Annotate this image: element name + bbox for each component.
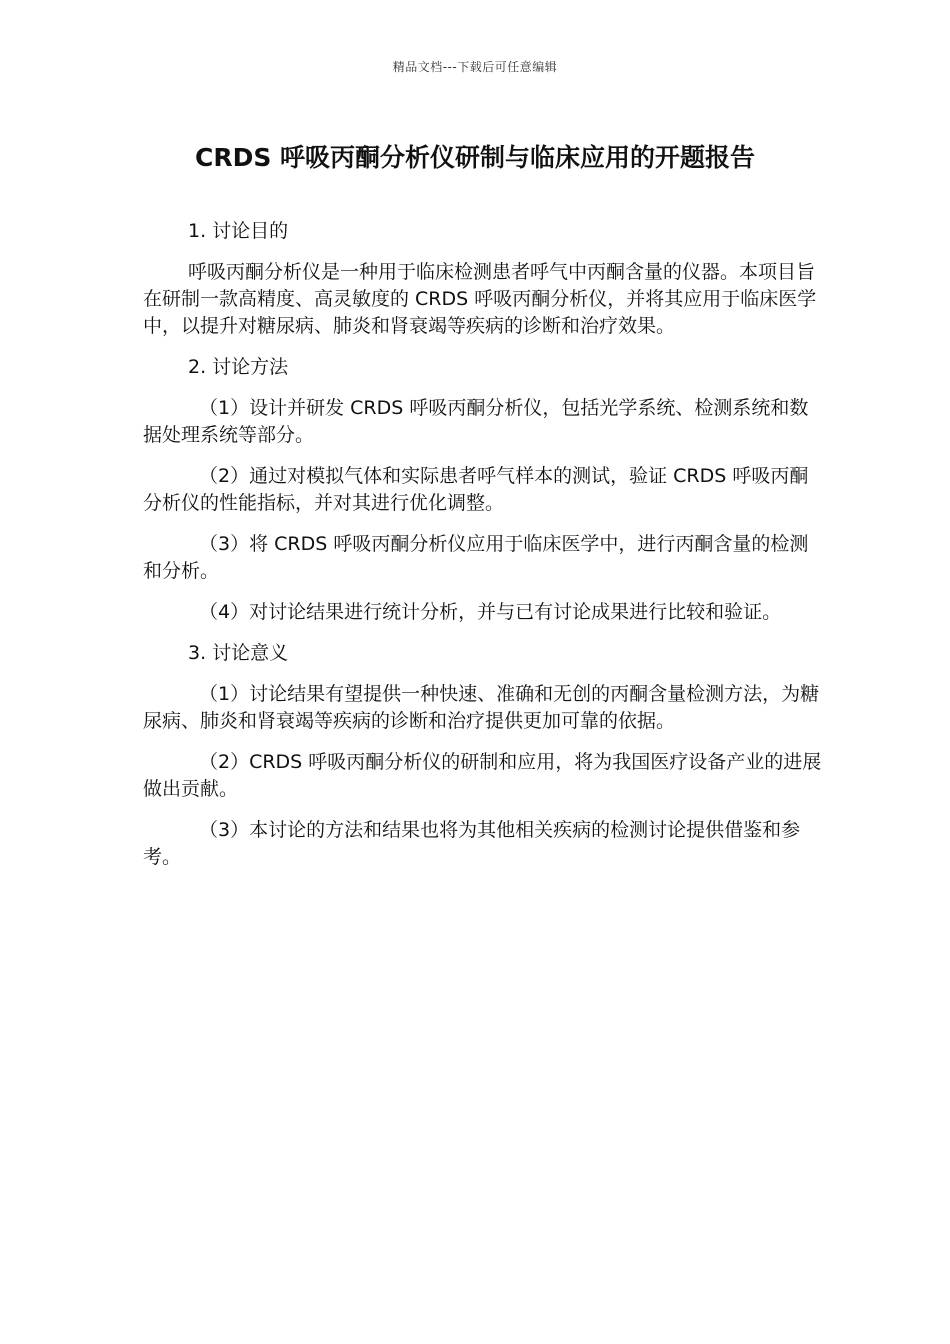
method-item-4: （4）对讨论结果进行统计分析，并与已有讨论成果进行比较和验证。: [199, 601, 782, 623]
section-heading-significance: 3. 讨论意义: [188, 642, 289, 664]
method-item-2: （2）通过对模拟气体和实际患者呼气样本的测试，验证 CRDS 呼吸丙酮分析仪的性能指标，并对其进行优化调整。: [143, 465, 809, 514]
header-note: 精品文档---下载后可任意编辑: [392, 60, 558, 74]
significance-item-2: （2）CRDS 呼吸丙酮分析仪的研制和应用，将为我国医疗设备产业的进展做出贡献。: [143, 751, 822, 800]
document-title: CRDS 呼吸丙酮分析仪研制与临床应用的开题报告: [194, 143, 756, 172]
purpose-paragraph: 呼吸丙酮分析仪是一种用于临床检测患者呼气中丙酮含量的仪器。本项目旨在研制一款高精度、高灵敏度的 CRDS 呼吸丙酮分析仪，并将其应用于临床医学中，以提升对糖尿病、肺炎和肾衰竭等疾病的诊断和治疗效果。: [143, 261, 817, 337]
section-heading-purpose: 1. 讨论目的: [188, 220, 289, 242]
document-body: [143, 218, 823, 885]
section-heading-methods: 2. 讨论方法: [188, 356, 289, 378]
significance-item-1: （1）讨论结果有望提供一种快速、准确和无创的丙酮含量检测方法，为糖尿病、肺炎和肾衰竭等疾病的诊断和治疗提供更加可靠的依据。: [143, 683, 820, 732]
significance-item-3: （3）本讨论的方法和结果也将为其他相关疾病的检测讨论提供借鉴和参考。: [143, 819, 801, 868]
method-item-1: （1）设计并研发 CRDS 呼吸丙酮分析仪，包括光学系统、检测系统和数据处理系统等部分。: [143, 397, 809, 446]
method-item-3: （3）将 CRDS 呼吸丙酮分析仪应用于临床医学中，进行丙酮含量的检测和分析。: [143, 533, 809, 582]
